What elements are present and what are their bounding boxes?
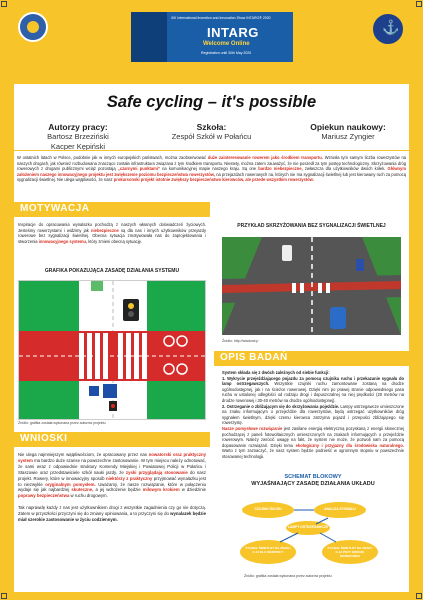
- diagram-caption: Źródło: grafika została wykonana przez autorów projektu: [18, 421, 106, 425]
- research-item-text: Lampy ostrzegawcze umieszczone na znaku informującym o przejeździe dla rowerzystów, będą ostrzegać użytkowników dróg sygnałem świetlnym, dzięki czemu kierowca zatrzyma pojazd i przepuści zbliżającego się rowerzystę.: [222, 403, 404, 426]
- conclusions-part: ma bardzo duże szanse na powszechne zastosowanie. W tym miejscu należy odnotować, że sami wraz z odpowiednie struktury Komendy Miejskiej i Powiatowej Policji w Połańcu i Staszowie oraz przedstawiciele szkół nauki jazdy, że: [18, 457, 206, 475]
- conclusions-highlight: niektórzy z praktyczny: [105, 475, 153, 481]
- research-item-text: Wszystkie czujniki ruchu zamontowane zostaną na drodze ogólnodostępnej, jak i na ścieżce rowerowej. Dzięki nim po prawej stronie odpowiedniego pasa ruchu w ustalonej odległości od rodzaju drogi i dopuszczalnej na niej prędkości (20 metrów na drodze rowerowej i 30-40 metrów na drodze ogólnodostępnej).: [222, 381, 404, 403]
- intro-highlight: duże zainteresowanie rowerem jako środkiem transportu.: [207, 155, 323, 160]
- conclusions-part: do nasz projekt. Rowery, które w innowacyjny sposób: [18, 469, 206, 481]
- conclusions-text: [18, 452, 206, 523]
- research-highlight: ekologiczny i przyjazny dla środowiska naturalnego.: [295, 442, 405, 448]
- schema-box: CZUJNIK RUCHU: [254, 507, 282, 511]
- intarg-line: XIII International Invention and Innovation Show INTARG® 2020: [171, 16, 271, 20]
- schema-box: ANALIZA SYGNAŁU: [324, 507, 356, 511]
- research-lead: System składa się z dwóch zależnych od siebie funkcji:: [222, 370, 330, 375]
- intarg-banner: [131, 12, 293, 62]
- crop-mark: [1, 593, 7, 599]
- research-extra: jest zasilane energią elektryczną pozyskaną z energii słonecznej pochodzącej z paneli fotowoltaicznych umieszczonych na znakach informujących o przejeździe rowerowym. Należy zwrócić uwagę na fakt, że system nie może, że pozwoli nam za pomocą dopasowanie rozwiązań. Dzięki temu: [222, 425, 404, 448]
- intro-paragraph: [17, 155, 406, 183]
- poster-title: Safe cycling – it's possible: [106, 93, 317, 111]
- supervisor-label: Opiekun naukowy:: [310, 122, 386, 132]
- conclusions-heading: WNIOSKI: [20, 433, 68, 444]
- intro-highlight: Głównym założeniem naszego innowacyjnego projektu jest zwiększenie poziomu bezpieczeństwa rowerzystów,: [17, 166, 406, 177]
- system-diagram: [18, 280, 206, 420]
- motivation-text-part: który zmieni obecną sytuację.: [88, 238, 143, 244]
- conclusions-highlight: wynalazek będzie miał szerokie zastosowanie w życiu codziennym.: [18, 511, 206, 522]
- research-extra: Warto z tym zaznaczyć, że nasz system będzie: [222, 448, 314, 454]
- author-name: Bartosz Brzeziński: [47, 132, 109, 141]
- motivation-text-part: Inspiracje do opracowania wynalazku pochodzą z naszych własnych doświadczeń życiowych. Jesteśmy rowerzystami i widzimy jak: [18, 222, 206, 233]
- research-text: [222, 370, 404, 460]
- divider: [14, 150, 409, 151]
- conclusions-part: a jej wdrożenie będzie: [95, 487, 141, 493]
- intro-text: Wzrosła tym samym liczba rowerzystów na naszych drogach, jak również rozbudowana znacząco została infrastruktura związana z tym środkiem transportu. Niestety, można zatem zauważyć, że nie poszedł za tym postęp technologiczny. Skrzyżowania dróg rowerowych z drogami publicznymi wciąż pozostają: [17, 155, 407, 172]
- conclusions-highlight: zyski przyglądają stosowanie: [125, 469, 188, 475]
- school-label: Szkoła:: [196, 122, 227, 132]
- diagram-title: GRAFIKA POKAZUJĄCA ZASADĘ DZIAŁANIA SYSTEMU: [44, 268, 180, 274]
- crop-mark: [1, 1, 7, 7]
- research-highlight: Nasze pomysłowe rozwiązanie: [222, 425, 283, 431]
- author-name: Kacper Kępiński: [50, 141, 106, 151]
- research-extra: podnieść w ogromnym stopniu w powszechnie stosowanej technologii.: [222, 448, 404, 459]
- intro-text: zwłaszcza dla użytkowników dwóch kółek.: [304, 166, 386, 172]
- conclusions-highlight: skuteczne,: [71, 487, 94, 493]
- conclusions-part: Uważamy, że nasze rozwiązanie, które w połączeniu wydaje się jak najbardziej: [18, 481, 206, 493]
- intro-text: na komunikacyjnej mapie naszego kraju. Są one: [162, 166, 257, 172]
- supervisor-name: Mariusz Zyngier: [321, 132, 375, 141]
- research-item-title: 1. Wykrycie przejeżdżającego pojazdu za pomocą czujnika ruchu i przekazanie sygnału do lamp ostrzegawczych.: [222, 375, 404, 387]
- conclusions-part: Nie ulega najmniejszym wątpliwościom, że opracowany przez nas: [18, 452, 147, 457]
- school-emblem-icon: [371, 12, 405, 46]
- conclusions-part: w ruchu drogowym.: [70, 493, 108, 499]
- photo-title: PRZYKŁAD SKRZYŻOWANIA BEZ SYGNALIZACJI ŚWIETLNEJ: [237, 223, 386, 229]
- schema-caption: Źródło: grafika została wykonana przez autorów projektu: [244, 574, 332, 578]
- motivation-heading: MOTYWACJA: [20, 203, 90, 214]
- block-diagram: [238, 500, 390, 566]
- research-header: [214, 351, 409, 366]
- intro-highlight: „czarnymi punktami”: [117, 166, 160, 172]
- registration-text: Registration until 30th May 2020: [201, 51, 252, 55]
- photo-caption: Źródło: http://wiadomi.p: [222, 339, 259, 343]
- intro-highlight: bardzo niebezpieczne,: [258, 166, 303, 172]
- conclusions-part: Tak naprawdę każdy z nas jest użytkownikiem drogi z wszystkie zagadnienia czy go nie dotyczą. Zatem w przyszłości przyczyni się do zmiany opiniowania, a to przyczyni się do: [18, 505, 206, 517]
- intersection-photo: [222, 237, 401, 335]
- intro-highlight: prokursonski projekt istotnie zwiększy bezpieczeństwo kierowców, ale przede wszystkim rowerzystów.: [113, 177, 314, 183]
- intersection-diagram-svg: [19, 281, 206, 420]
- schema-box: SYGNAŁ ŚWIETLNY NA ZNAKU C-13 PRZY DRODZE ROWEROWEJ: [327, 546, 373, 558]
- intro-text: W ostatnich latach w Polsce, podobnie jak w innych europejskich państwach, można zaobserwować: [17, 155, 207, 160]
- schema-title: SCHEMAT BLOKOWY: [284, 474, 342, 480]
- conclusions-highlight: milowym krokiem: [142, 487, 180, 493]
- welcome-text: Welcome Online: [203, 41, 250, 47]
- research-item-title: 2. Ostrzeganie o zbliżającym się do skrzyżowania pojeździe.: [222, 403, 340, 409]
- conclusions-highlight: nowatorski oraz praktyczny system: [18, 452, 206, 463]
- conclusions-part: przyjmować wynalazku jest to niezwykle: [18, 475, 206, 487]
- schema-box: SYGNAŁ ŚWIETLNY NA ZNAKU C-13 DLA KIEROWCY: [245, 546, 291, 554]
- intro-text: na przejazdach rowerowych na, których nie ma sygnalizacji świetlnej lub jest kierowany ruch za pomocą sygnalizacji świetlnej. Nie ulega wątpliwości, że nasz: [17, 171, 407, 183]
- research-heading: OPIS BADAŃ: [220, 352, 288, 363]
- conclusions-header: [14, 432, 210, 447]
- school-block: [160, 122, 263, 142]
- conclusions-highlight: oryginalnym pomysłem.: [45, 481, 96, 487]
- crop-mark: [416, 1, 422, 7]
- school-name: Zespół Szkół w Połańcu: [171, 132, 252, 141]
- crop-mark: [416, 593, 422, 599]
- authors-block: [28, 122, 128, 151]
- motivation-highlight: niebezpieczne: [91, 227, 119, 233]
- motivation-header: [14, 202, 210, 217]
- authors-label: Autorzy pracy:: [48, 122, 108, 132]
- motivation-highlight: innowacyjnego systemu,: [38, 238, 88, 244]
- intarg-logo: INTARG: [207, 25, 259, 40]
- motivation-text-part: są dla nas i innych użytkowników przejazdy rowerowe bez sygnalizacji świetlnej. Obecna sytuacja zmotywowała nas do zaprojektowania i stworzenia: [18, 227, 206, 244]
- conclusions-highlight: poprawy bezpieczeństwa: [18, 493, 70, 499]
- conclusions-part: w dziedzinie: [181, 487, 206, 493]
- schema-box: LAMPY OSTRZEGAWCZE: [287, 525, 329, 529]
- supervisor-block: [298, 122, 398, 142]
- left-logo-icon: [18, 12, 48, 42]
- schema-subtitle: WYJAŚNIAJĄCY ZASADĘ DZIAŁANIA UKŁADU: [251, 481, 375, 487]
- motivation-text: [18, 222, 206, 244]
- banner-strip: [131, 12, 167, 62]
- intersection-photo-svg: [222, 237, 401, 335]
